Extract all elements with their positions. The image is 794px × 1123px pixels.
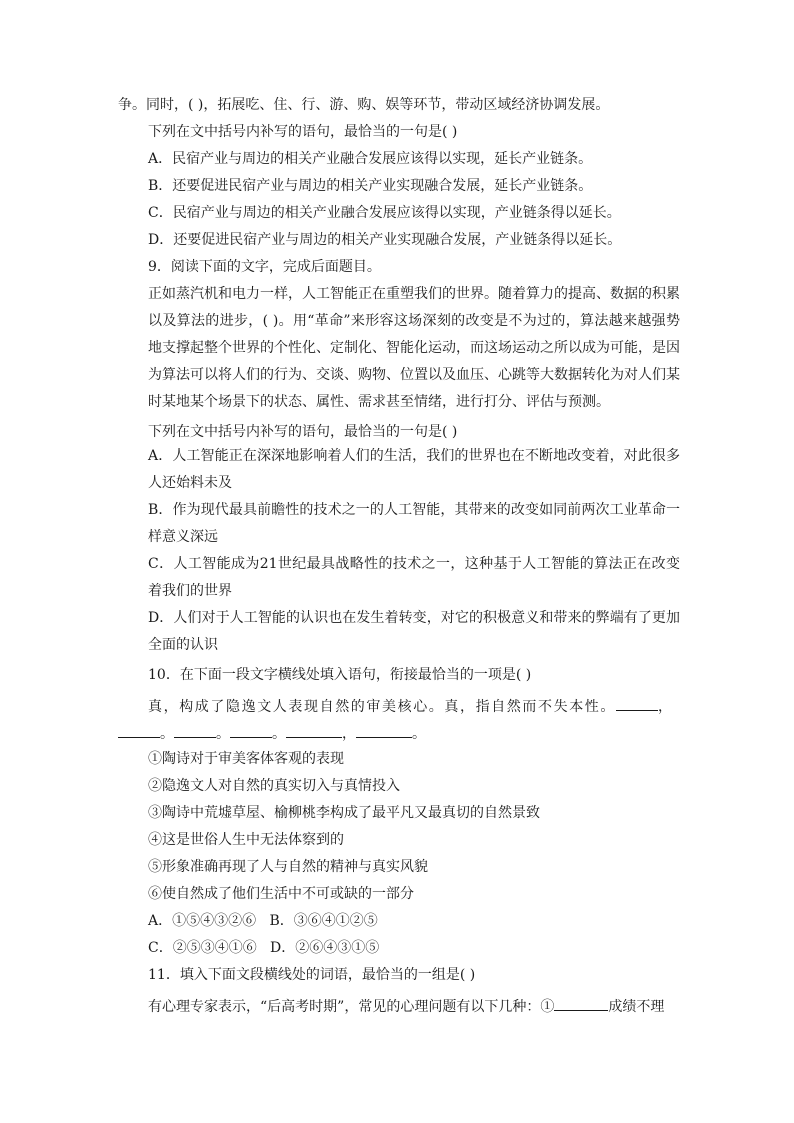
answer-blank-6[interactable] [356, 723, 412, 738]
q9-option-c: C．人工智能成为21世纪最具战略性的技术之一，这种基于人工智能的算法正在改变着我们的世界 [148, 556, 680, 599]
q8-option-c: C．民宿产业与周边的相关产业融合发展应该得以实现，产业链条得以延长。 [148, 205, 621, 221]
question-11-heading: 11．填入下面文段横线处的词语，最恰当的一组是( ) [148, 967, 476, 983]
q9-option-d: D．人们对于人工智能的认识也在发生着转变，对它的积极意义和带来的弊端有了更加全面的认识 [148, 610, 680, 653]
q8-option-a: A．民宿产业与周边的相关产业融合发展应该得以实现，延长产业链条。 [148, 151, 593, 167]
answer-blank-2[interactable] [118, 723, 160, 738]
q10-item-2: ②隐逸文人对自然的真实切入与真情投入 [148, 778, 400, 794]
q8-option-b: B．还要促进民宿产业与周边的相关产业实现融合发展，延长产业链条。 [148, 178, 593, 194]
answer-blank-1[interactable] [616, 696, 658, 711]
question-9-heading: 9．阅读下面的文字，完成后面题目。 [148, 259, 381, 275]
q8-option-d: D．还要促进民宿产业与周边的相关产业实现融合发展，产业链条得以延长。 [148, 232, 622, 248]
q10-passage-line1: 真，构成了隐逸文人表现自然的审美核心。真，指自然而不失本性。 ， [148, 696, 674, 712]
question-10-heading: 10．在下面一段文字横线处填入语句，衔接最恰当的一项是( ) [148, 667, 532, 683]
q10-item-6: ⑥使自然成了他们生活中不可或缺的一部分 [148, 886, 414, 902]
passage-line-end: 争。同时，( )，拓展吃、住、行、游、购、娱等环节，带动区域经济协调发展。 [118, 97, 610, 113]
q9-option-b: B．作为现代最具前瞻性的技术之一的人工智能，其带来的改变如同前两次工业革命一样意义深远 [148, 502, 680, 545]
q9-passage: 正如蒸汽机和电力一样，人工智能正在重塑我们的世界。随着算力的提高、数据的积累以及算法的进步，( )。用“革命”来形容这场深刻的改变是不为过的，算法越来越强势地支撑起整个世界的个性化、定制化、智能化运动，而这场运动之所以成为可能，是因为算法可以将人们的行为、交谈、购物、位置以及血压、心跳等大数据转化为对人们某时某地某个场景下的状态、属性、需求甚至情绪，进行打分、评估与预测。 [148, 286, 680, 410]
question-9-prompt: 下列在文中括号内补写的语句，最恰当的一句是( ) [148, 424, 458, 440]
q10-options-cd: C．②⑤③④①⑥ D．②⑥④③①⑤ [148, 940, 380, 956]
answer-blank-7[interactable] [554, 996, 608, 1011]
answer-blank-5[interactable] [286, 723, 342, 738]
q10-item-4: ④这是世俗人生中无法体察到的 [148, 832, 344, 848]
q10-passage-line2: 。 。 。 ， 。 [118, 723, 426, 739]
q10-item-5: ⑤形象准确再现了人与自然的精神与真实风貌 [148, 859, 428, 875]
q9-option-a: A．人工智能正在深深地影响着人们的生活，我们的世界也在不断地改变着，对此很多人还始料未及 [148, 448, 680, 491]
q10-options-ab: A．①⑤④③②⑥ B．③⑥④①②⑤ [148, 913, 378, 929]
answer-blank-4[interactable] [230, 723, 272, 738]
q10-item-3: ③陶诗中荒墟草屋、榆柳桃李构成了最平凡又最真切的自然景致 [148, 805, 540, 821]
question-8-prompt: 下列在文中括号内补写的语句，最恰当的一句是( ) [148, 124, 458, 140]
q10-item-1: ①陶诗对于审美客体客观的表现 [148, 751, 344, 767]
q11-passage-line1: 有心理专家表示，“后高考时期”，常见的心理问题有以下几种：① 成绩不理 [148, 996, 664, 1012]
answer-blank-3[interactable] [174, 723, 216, 738]
